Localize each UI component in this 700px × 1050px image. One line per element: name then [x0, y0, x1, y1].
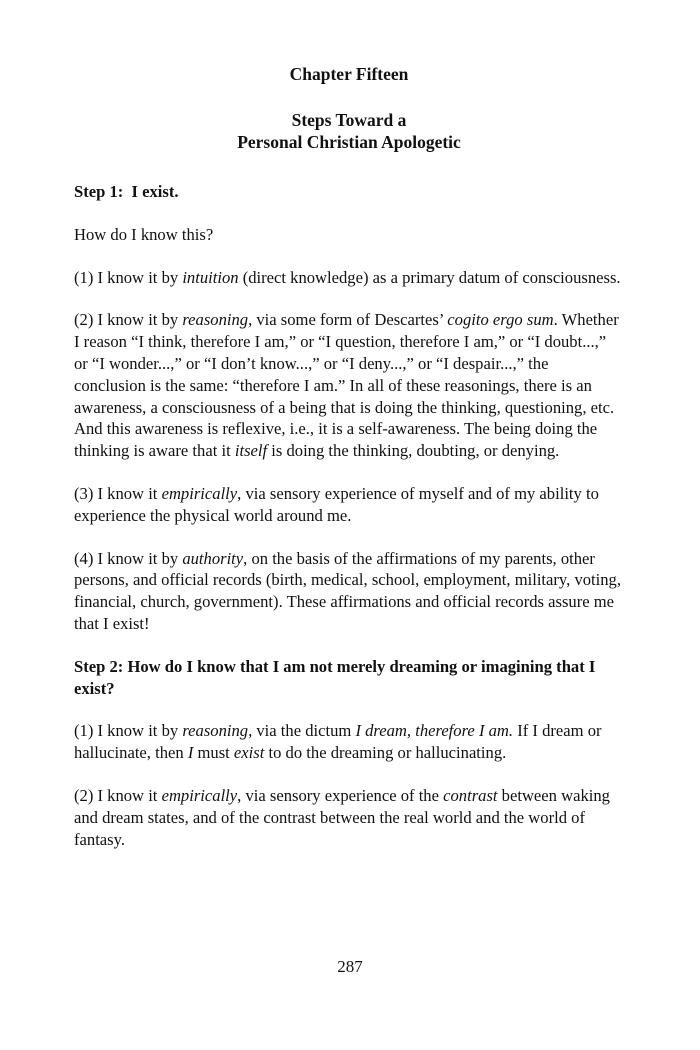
- text-run: between waking and dream states, and of the contrast between the real world and the world of fantasy.: [74, 785, 610, 849]
- emphasis: itself: [234, 441, 268, 461]
- step-1-heading: [74, 181, 624, 203]
- step-1-label: Step 1:: [74, 182, 124, 201]
- text-run: to do the dreaming or hallucinating.: [264, 743, 507, 763]
- step-2-paragraph-2: [74, 785, 624, 850]
- chapter-title-line-1: Steps Toward a: [291, 110, 407, 130]
- text-run: (1) I know it by: [74, 267, 183, 287]
- step-1-text: I exist.: [131, 182, 179, 201]
- emphasis: authority: [182, 548, 244, 568]
- emphasis: cogito ergo sum: [447, 310, 554, 330]
- text-run: (2) I know it: [74, 785, 162, 805]
- text-run: If I dream or hallucinate, then: [74, 721, 602, 763]
- text-run: , via sensory experience of the: [237, 785, 444, 805]
- text-run: must: [193, 743, 234, 763]
- text-run: . Whether I reason “I think, therefore I am,” or “I question, therefore I am,” or “I doubt...,” or “I wonder...,” or “I don’t know...,” or “I deny...,” or “I despair...,” the conclusion is the same: “therefore I am.” In all of these reasonings, there is an awareness, a consciousness of a being that is doing the thinking, questioning, etc. And this awareness is reflexive, i.e., it is a self-awareness. The being doing the thinking is aware that it: [74, 310, 619, 461]
- text-run: (1) I know it by: [74, 721, 183, 741]
- step-1-paragraph-1: [74, 267, 624, 289]
- emphasis: exist: [233, 743, 265, 763]
- chapter-title: [74, 109, 624, 153]
- emphasis: empirically: [161, 483, 238, 503]
- step-2-heading: Step 2: How do I know that I am not merely dreaming or imagining that I exist?: [74, 656, 596, 698]
- emphasis: reasoning: [182, 310, 249, 330]
- text-run: , via sensory experience of myself and of my ability to experience the physical world around me.: [74, 483, 599, 525]
- step-1-paragraph-3: [74, 483, 624, 527]
- text-run: , via the dictum: [248, 721, 356, 741]
- text-run: (2) I know it by: [74, 310, 183, 330]
- text-run: , on the basis of the affirmations of my parents, other persons, and official records (birth, medical, school, employment, military, voting, financial, church, government). These affirmations and official records assure me that I exist!: [74, 548, 622, 633]
- chapter-label: Chapter Fifteen: [289, 64, 409, 84]
- emphasis: contrast: [443, 785, 498, 805]
- text-run: , via some form of Descartes’: [248, 310, 448, 330]
- emphasis: empirically: [161, 785, 238, 805]
- step-1-paragraph-2: [74, 309, 624, 462]
- text-run: is doing the thinking, doubting, or denying.: [267, 441, 560, 461]
- emphasis: intuition: [182, 267, 239, 287]
- emphasis: I dream, therefore I am.: [355, 721, 514, 741]
- text-run: (3) I know it: [74, 483, 162, 503]
- text-run: (direct knowledge) as a primary datum of consciousness.: [238, 267, 621, 287]
- book-page: [74, 60, 624, 871]
- emphasis: I: [187, 743, 194, 763]
- emphasis: reasoning: [182, 721, 249, 741]
- step-2-paragraph-1: [74, 720, 624, 764]
- chapter-title-line-2: Personal Christian Apologetic: [237, 132, 461, 152]
- step-1-paragraph-4: [74, 548, 624, 635]
- page-number: 287: [337, 957, 363, 976]
- text-run: (4) I know it by: [74, 548, 183, 568]
- step-1-question: How do I know this?: [74, 224, 214, 244]
